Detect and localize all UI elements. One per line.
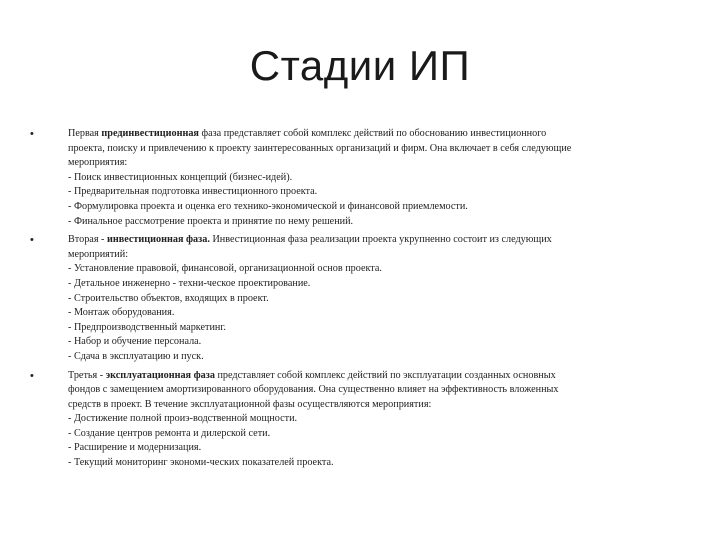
phase-name: эксплуатационная фаза (105, 369, 215, 381)
item-line: - Предварительная подготовка инвестиционного проекта. (68, 186, 318, 198)
intro-text: Инвестиционная фаза реализации проекта укрупненно состоит из следующих (209, 234, 552, 246)
item-line: проекта, поиску и привлечению к проекту заинтересованных организаций и фирм. Она включает в себя следующие (68, 142, 572, 154)
item-line: - Расширение и модернизация. (68, 442, 202, 454)
item-line: - Установление правовой, финансовой, организационной основ проекта. (68, 263, 382, 275)
phase-name: инвестиционная фаза. (107, 234, 210, 246)
item-line: - Предпроизводственный маркетинг. (68, 321, 226, 333)
list-item-operational-phase (30, 369, 680, 471)
intro-text: Третья - (68, 369, 106, 381)
intro-text: фаза представляет собой комплекс действий по обоснованию инвестиционного (198, 128, 547, 139)
item-line: - Монтаж оборудования. (68, 307, 175, 319)
list-item-preinvestment-phase (30, 127, 680, 229)
intro-text: представляет собой комплекс действий по эксплуатации созданных основных (214, 369, 556, 381)
item-line: - Текущий мониторинг экономи-ческих показателей проекта. (68, 457, 334, 469)
item-line: - Поиск инвестиционных концепций (бизнес-идей). (68, 171, 293, 183)
item-line: - Сдача в эксплуатацию и пуск. (68, 350, 204, 362)
item-line: - Детальное инженерно - техни-ческое проектирование. (68, 277, 311, 289)
phase-name: прединвестиционная (101, 128, 199, 139)
item-line: фондов с замещением амортизированного оборудования. Она существенно влияет на эффективность вложенных (68, 384, 559, 396)
item-line: - Формулировка проекта и оценка его технико-экономической и финансовой приемлемости. (68, 200, 468, 212)
item-line: - Строительство объектов, входящих в проект. (68, 292, 269, 304)
item-intro-line (68, 233, 680, 248)
intro-text: Вторая - (68, 234, 107, 246)
item-intro-line (68, 369, 680, 384)
item-line: средств в проект. В течение эксплуатационной фазы осуществляются мероприятия: (68, 398, 432, 410)
slide-title: Стадии ИП (249, 42, 471, 89)
list-item-investment-phase (30, 233, 680, 364)
bullet-icon: • (30, 128, 34, 140)
item-line: - Создание центров ремонта и дилерской сети. (68, 427, 271, 439)
item-line: - Финальное рассмотрение проекта и принятие по нему решений. (68, 215, 354, 227)
bullet-list (30, 127, 680, 475)
item-line: мероприятий: (68, 248, 129, 260)
bullet-icon: • (30, 369, 34, 382)
item-line: - Достижение полной проиэ-водственной мощности. (68, 413, 298, 425)
item-line: - Набор и обучение персонала. (68, 336, 202, 348)
intro-text: Первая (68, 128, 102, 139)
bullet-icon: • (30, 234, 34, 247)
item-intro-line (68, 127, 680, 142)
item-line: мероприятия: (68, 157, 128, 169)
